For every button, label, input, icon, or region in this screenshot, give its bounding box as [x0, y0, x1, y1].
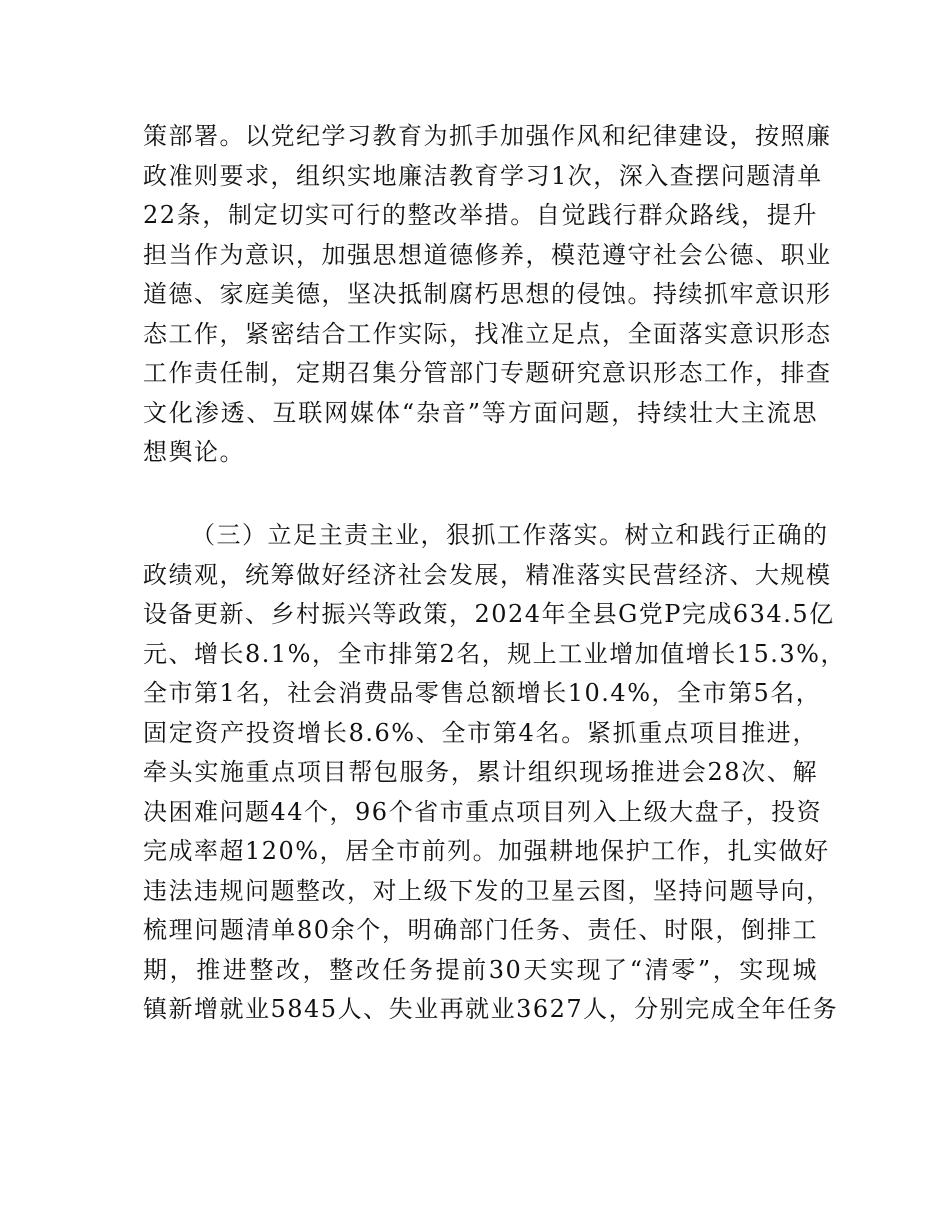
text-line: 完成率超120%，居全市前列。加强耕地保护工作，扎实做好 [143, 837, 830, 865]
text-line: 担当作为意识，加强思想道德修养，模范遵守社会公德、职业 [143, 240, 832, 269]
text-line: 政准则要求，组织实地廉洁教育学习1次，深入查摆问题清单 [143, 161, 823, 190]
text-line: 梳理问题清单80余个，明确部门任务、责任、时限，倒排工 [143, 916, 818, 944]
text-line: 文化渗透、互联网媒体“杂音”等方面问题，持续壮大主流思 [143, 398, 818, 427]
text-line: 设备更新、乡村振兴等政策，2024年全县G党P完成634.5亿 [143, 600, 835, 628]
section-heading-line: （三）立足主责主业，狠抓工作落实。树立和践行正确的 [191, 521, 829, 549]
text-line: 决困难问题44个，96个省市重点项目列入上级大盘子，投资 [143, 797, 823, 826]
paragraph-continuation [143, 117, 832, 473]
paragraph-section-three [143, 516, 846, 1030]
text-line: 固定资产投资增长8.6%、全市第4名。紧抓重点项目推进， [143, 718, 818, 747]
text-line: 策部署。以党纪学习教育为抓手加强作风和纪律建设，按照廉 [143, 122, 832, 150]
text-line: 全市第1名，社会消费品零售总额增长10.4%，全市第5名， [143, 679, 822, 707]
text-line: 22条，制定切实可行的整改举措。自觉践行群众路线，提升 [143, 201, 818, 229]
text-line: 牵头实施重点项目帮包服务，累计组织现场推进会28次、解 [143, 758, 818, 786]
text-line: 想舆论。 [143, 438, 245, 466]
text-line: 道德、家庭美德，坚决抵制腐朽思想的侵蚀。持续抓牢意识形 [143, 280, 832, 308]
text-line: 违法违规问题整改，对上级下发的卫星云图，坚持问题导向， [143, 876, 832, 905]
text-line: 元、增长8.1%，全市排第2名，规上工业增加值增长15.3%， [143, 639, 846, 668]
text-line: 镇新增就业5845人、失业再就业3627人，分别完成全年任务 [143, 995, 839, 1023]
text-line: 工作责任制，定期召集分管部门专题研究意识形态工作，排查 [143, 359, 832, 387]
text-line: 期，推进整改，整改任务提前30天实现了“清零”，实现城 [143, 955, 818, 984]
text-line: 态工作，紧密结合工作实际，找准立足点，全面落实意识形态 [143, 319, 832, 348]
text-line: 政绩观，统筹做好经济社会发展，精准落实民营经济、大规模 [143, 560, 832, 589]
